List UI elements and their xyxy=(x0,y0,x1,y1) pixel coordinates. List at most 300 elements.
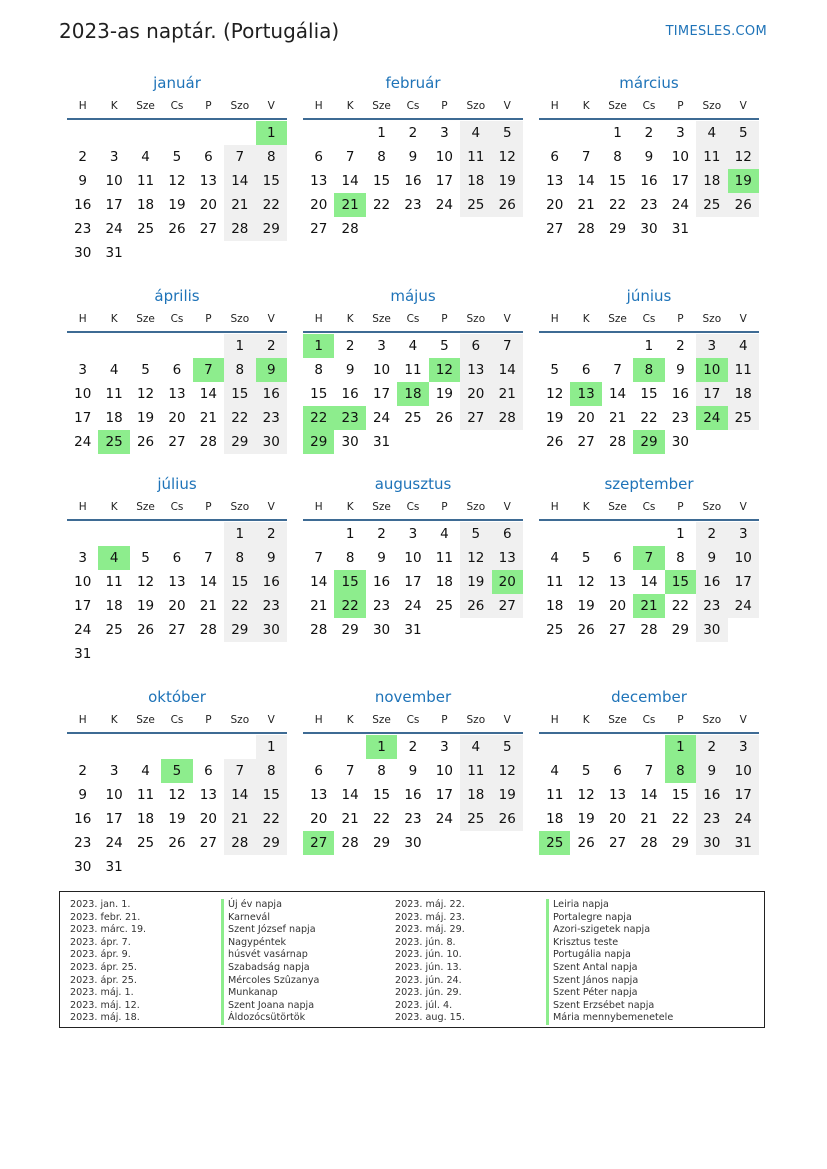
days-grid xyxy=(67,735,287,879)
day-cell: 22 xyxy=(671,811,689,827)
month-8 xyxy=(303,473,523,642)
weekday-label: H xyxy=(78,501,87,513)
day-cell: 19 xyxy=(136,410,155,426)
day-cell: 23 xyxy=(640,197,658,213)
day-cell: 27 xyxy=(168,622,186,638)
day-cell: 19 xyxy=(577,811,595,827)
day-cell: 19 xyxy=(546,410,564,426)
month-name: február xyxy=(385,74,441,92)
day-cell: 19 xyxy=(435,386,453,402)
weekday-label: Szo xyxy=(702,714,722,726)
weekday-label: H xyxy=(314,714,323,726)
day-cell: 2 xyxy=(696,735,727,759)
day-cell: 5 xyxy=(728,121,759,145)
day-cell: 18 xyxy=(728,382,759,406)
day-cell: 30 xyxy=(74,859,92,875)
day-cell: 7 xyxy=(204,550,213,566)
day-cell: 10 xyxy=(105,787,123,803)
holiday-day-cell: 13 xyxy=(570,382,601,406)
day-cell: 25 xyxy=(136,835,155,851)
day-cell: 4 xyxy=(141,763,150,779)
days-grid xyxy=(539,522,759,642)
day-cell: 28 xyxy=(224,217,255,241)
empty-cell xyxy=(130,735,161,759)
day-cell: 28 xyxy=(492,406,523,430)
empty-cell xyxy=(161,522,192,546)
empty-cell xyxy=(303,522,334,546)
weekday-header xyxy=(67,495,287,521)
holiday-name: Szent József napja xyxy=(221,924,319,937)
weekday-label: V xyxy=(267,313,275,325)
day-cell: 17 xyxy=(728,783,759,807)
weekday-label: Szo xyxy=(230,714,250,726)
day-cell: 1 xyxy=(377,125,386,141)
weekday-label: H xyxy=(78,313,87,325)
weekday-label: Sze xyxy=(136,313,155,325)
day-cell: 4 xyxy=(550,763,559,779)
legend-dates-col-2 xyxy=(395,899,465,1025)
holiday-date: 2023. jún. 24. xyxy=(395,974,462,986)
day-cell: 10 xyxy=(728,759,759,783)
holiday-day-cell: 29 xyxy=(303,430,334,454)
day-cell: 13 xyxy=(460,358,491,382)
days-grid xyxy=(539,121,759,241)
weekday-label: Szo xyxy=(702,100,722,112)
empty-cell xyxy=(602,735,633,759)
day-cell: 6 xyxy=(550,149,559,165)
weekday-label: Sze xyxy=(372,100,391,112)
day-cell: 30 xyxy=(696,831,727,855)
weekday-label: K xyxy=(346,313,354,325)
month-name: október xyxy=(148,688,206,706)
empty-cell xyxy=(570,522,601,546)
day-cell: 4 xyxy=(408,338,418,354)
day-cell: 13 xyxy=(608,787,627,803)
day-cell: 22 xyxy=(224,594,255,618)
day-cell: 4 xyxy=(728,334,759,358)
weekday-label: Cs xyxy=(642,100,656,112)
weekday-label: P xyxy=(677,313,684,325)
day-cell: 18 xyxy=(136,197,155,213)
day-cell: 1 xyxy=(224,522,255,546)
day-cell: 6 xyxy=(314,763,323,779)
day-cell: 24 xyxy=(74,434,92,450)
holiday-day-cell: 10 xyxy=(696,358,727,382)
day-cell: 2 xyxy=(377,526,386,542)
day-cell: 29 xyxy=(671,622,689,638)
day-cell: 16 xyxy=(74,197,92,213)
day-cell: 14 xyxy=(577,173,595,189)
empty-cell xyxy=(539,334,570,358)
day-cell: 24 xyxy=(728,594,759,618)
weekday-label: H xyxy=(550,100,559,112)
day-cell: 29 xyxy=(224,618,255,642)
day-cell: 6 xyxy=(204,763,213,779)
day-cell: 20 xyxy=(199,197,217,213)
day-cell: 17 xyxy=(105,811,123,827)
holiday-name: Portugália napja xyxy=(546,949,673,962)
day-cell: 5 xyxy=(141,362,150,378)
day-cell: 26 xyxy=(728,193,759,217)
holiday-name: Azori-szigetek napja xyxy=(546,924,673,937)
day-cell: 2 xyxy=(256,334,287,358)
weekday-label: V xyxy=(267,501,275,513)
day-cell: 17 xyxy=(372,386,391,402)
holiday-date: 2023. máj. 23. xyxy=(395,911,465,923)
weekday-label: Szo xyxy=(466,313,486,325)
day-cell: 6 xyxy=(492,522,523,546)
day-cell: 5 xyxy=(492,121,523,145)
weekday-label: K xyxy=(346,714,354,726)
day-cell: 19 xyxy=(136,598,155,614)
day-cell: 18 xyxy=(460,783,491,807)
day-cell: 26 xyxy=(492,807,523,831)
days-grid xyxy=(303,522,523,642)
weekday-label: Cs xyxy=(642,313,656,325)
day-cell: 23 xyxy=(74,221,92,237)
day-cell: 2 xyxy=(256,522,287,546)
day-cell: 19 xyxy=(492,169,523,193)
day-cell: 22 xyxy=(372,197,391,213)
day-cell: 30 xyxy=(404,835,422,851)
day-cell: 29 xyxy=(256,831,287,855)
day-cell: 7 xyxy=(613,362,622,378)
day-cell: 31 xyxy=(728,831,759,855)
weekday-header xyxy=(67,94,287,120)
day-cell: 31 xyxy=(372,434,391,450)
day-cell: 26 xyxy=(577,622,595,638)
weekday-header xyxy=(303,307,523,333)
weekday-label: Szo xyxy=(230,501,250,513)
holiday-day-cell: 25 xyxy=(98,430,129,454)
weekday-header xyxy=(303,94,523,120)
empty-cell xyxy=(98,334,129,358)
holiday-name: Mércoles Szûzanya xyxy=(221,975,319,988)
day-cell: 13 xyxy=(310,173,328,189)
holiday-date: 2023. máj. 18. xyxy=(70,1012,140,1024)
day-cell: 2 xyxy=(408,125,418,141)
weekday-label: P xyxy=(677,501,684,513)
empty-cell xyxy=(633,522,664,546)
empty-cell xyxy=(334,121,365,145)
empty-cell xyxy=(193,334,224,358)
day-cell: 28 xyxy=(341,835,359,851)
day-cell: 11 xyxy=(460,759,491,783)
day-cell: 7 xyxy=(644,763,654,779)
day-cell: 19 xyxy=(492,783,523,807)
day-cell: 5 xyxy=(492,735,523,759)
month-name: július xyxy=(157,475,197,493)
day-cell: 24 xyxy=(372,410,391,426)
day-cell: 6 xyxy=(613,550,622,566)
holiday-name: Leiria napja xyxy=(546,899,673,912)
day-cell: 18 xyxy=(696,169,727,193)
day-cell: 16 xyxy=(404,787,422,803)
weekday-label: Sze xyxy=(608,313,627,325)
empty-cell xyxy=(161,334,192,358)
day-cell: 8 xyxy=(676,550,685,566)
day-cell: 16 xyxy=(404,173,422,189)
month-12 xyxy=(539,686,759,855)
day-cell: 3 xyxy=(728,735,759,759)
day-cell: 21 xyxy=(310,598,328,614)
day-cell: 22 xyxy=(372,811,391,827)
day-cell: 25 xyxy=(105,622,123,638)
day-cell: 15 xyxy=(256,169,287,193)
day-cell: 27 xyxy=(310,221,328,237)
month-10 xyxy=(67,686,287,879)
holiday-name: húsvét vasárnap xyxy=(221,949,319,962)
month-name: április xyxy=(154,287,200,305)
day-cell: 3 xyxy=(728,522,759,546)
day-cell: 14 xyxy=(224,783,255,807)
day-cell: 18 xyxy=(105,410,123,426)
day-cell: 24 xyxy=(105,835,123,851)
empty-cell xyxy=(130,334,161,358)
day-cell: 21 xyxy=(199,410,217,426)
weekday-label: V xyxy=(739,714,747,726)
day-cell: 25 xyxy=(460,807,491,831)
empty-cell xyxy=(98,121,129,145)
weekday-label: H xyxy=(550,313,559,325)
month-name: május xyxy=(390,287,436,305)
weekday-header xyxy=(539,708,759,734)
day-cell: 22 xyxy=(671,598,689,614)
day-cell: 7 xyxy=(581,149,591,165)
day-cell: 4 xyxy=(550,550,559,566)
holiday-day-cell: 1 xyxy=(303,334,334,358)
weekday-label: V xyxy=(739,100,747,112)
empty-cell xyxy=(98,735,129,759)
day-cell: 27 xyxy=(199,221,217,237)
weekday-label: Cs xyxy=(170,501,184,513)
day-cell: 11 xyxy=(546,787,564,803)
day-cell: 27 xyxy=(546,221,564,237)
legend-dates-col-1 xyxy=(70,899,146,1025)
day-cell: 14 xyxy=(341,787,359,803)
day-cell: 19 xyxy=(168,811,186,827)
day-cell: 21 xyxy=(577,197,595,213)
day-cell: 26 xyxy=(577,835,595,851)
day-cell: 23 xyxy=(74,835,92,851)
day-cell: 3 xyxy=(377,338,386,354)
day-cell: 21 xyxy=(224,193,255,217)
day-cell: 25 xyxy=(136,221,155,237)
holiday-day-cell: 12 xyxy=(429,358,460,382)
weekday-label: V xyxy=(267,100,275,112)
holiday-legend xyxy=(59,891,765,1028)
day-cell: 30 xyxy=(341,434,359,450)
holiday-day-cell: 22 xyxy=(303,406,334,430)
holiday-name: Szent János napja xyxy=(546,975,673,988)
empty-cell xyxy=(539,522,570,546)
holiday-name: Áldozócsütörtök xyxy=(221,1012,319,1025)
month-6 xyxy=(539,285,759,454)
weekday-header xyxy=(67,708,287,734)
day-cell: 13 xyxy=(199,787,217,803)
day-cell: 9 xyxy=(78,173,87,189)
day-cell: 28 xyxy=(640,622,658,638)
weekday-label: V xyxy=(739,501,747,513)
day-cell: 15 xyxy=(640,386,658,402)
holiday-name: Mária mennybemenetele xyxy=(546,1012,673,1025)
holiday-day-cell: 1 xyxy=(366,735,397,759)
day-cell: 9 xyxy=(644,149,654,165)
day-cell: 10 xyxy=(728,546,759,570)
day-cell: 19 xyxy=(168,197,186,213)
empty-cell xyxy=(130,522,161,546)
day-cell: 21 xyxy=(608,410,627,426)
day-cell: 17 xyxy=(74,598,92,614)
weekday-label: Cs xyxy=(170,100,184,112)
day-cell: 11 xyxy=(546,574,564,590)
day-cell: 3 xyxy=(109,149,119,165)
day-cell: 31 xyxy=(74,646,92,662)
day-cell: 2 xyxy=(408,739,418,755)
empty-cell xyxy=(570,121,601,145)
weekday-label: Cs xyxy=(642,714,656,726)
day-cell: 10 xyxy=(404,550,422,566)
day-cell: 27 xyxy=(199,835,217,851)
day-cell: 18 xyxy=(136,811,155,827)
empty-cell xyxy=(303,121,334,145)
day-cell: 23 xyxy=(404,811,422,827)
day-cell: 16 xyxy=(256,570,287,594)
holiday-date: 2023. jan. 1. xyxy=(70,899,131,910)
empty-cell xyxy=(161,121,192,145)
day-cell: 25 xyxy=(435,598,453,614)
weekday-label: Cs xyxy=(642,501,656,513)
holiday-day-cell: 15 xyxy=(665,570,696,594)
day-cell: 17 xyxy=(435,787,453,803)
day-cell: 30 xyxy=(74,245,92,261)
day-cell: 14 xyxy=(199,386,217,402)
legend-names-col-2 xyxy=(546,899,673,1025)
day-cell: 2 xyxy=(696,522,727,546)
day-cell: 11 xyxy=(105,574,123,590)
day-cell: 3 xyxy=(109,763,119,779)
weekday-label: K xyxy=(582,714,590,726)
holiday-day-cell: 22 xyxy=(334,594,365,618)
day-cell: 31 xyxy=(105,245,123,261)
weekday-label: Sze xyxy=(136,714,155,726)
month-name: december xyxy=(611,688,687,706)
day-cell: 30 xyxy=(256,430,287,454)
day-cell: 15 xyxy=(372,787,391,803)
day-cell: 12 xyxy=(136,574,155,590)
day-cell: 3 xyxy=(78,362,87,378)
weekday-label: H xyxy=(550,501,559,513)
day-cell: 22 xyxy=(224,406,255,430)
weekday-label: K xyxy=(582,100,590,112)
holiday-day-cell: 27 xyxy=(303,831,334,855)
weekday-label: V xyxy=(739,313,747,325)
weekday-label: P xyxy=(205,714,212,726)
day-cell: 5 xyxy=(172,149,182,165)
day-cell: 27 xyxy=(168,434,186,450)
day-cell: 30 xyxy=(696,618,727,642)
day-cell: 13 xyxy=(168,574,186,590)
brand-link[interactable]: TIMESLES.COM xyxy=(665,24,767,39)
holiday-date: 2023. máj. 29. xyxy=(395,924,465,936)
day-cell: 25 xyxy=(728,406,759,430)
weekday-label: H xyxy=(314,100,323,112)
holiday-date: 2023. máj. 22. xyxy=(395,899,465,910)
day-cell: 12 xyxy=(136,386,155,402)
day-cell: 7 xyxy=(345,149,355,165)
page-title: 2023-as naptár. (Portugália) xyxy=(59,19,340,43)
day-cell: 20 xyxy=(310,811,328,827)
day-cell: 9 xyxy=(408,149,418,165)
weekday-header xyxy=(539,94,759,120)
day-cell: 7 xyxy=(492,334,523,358)
day-cell: 16 xyxy=(696,570,727,594)
day-cell: 18 xyxy=(105,598,123,614)
empty-cell xyxy=(602,522,633,546)
holiday-day-cell: 15 xyxy=(334,570,365,594)
day-cell: 12 xyxy=(577,787,595,803)
holiday-name: Krisztus teste xyxy=(546,937,673,950)
month-4 xyxy=(67,285,287,454)
holiday-date: 2023. jún. 10. xyxy=(395,949,462,961)
day-cell: 24 xyxy=(728,807,759,831)
day-cell: 25 xyxy=(404,410,422,426)
day-cell: 19 xyxy=(577,598,595,614)
day-cell: 11 xyxy=(404,362,422,378)
day-cell: 26 xyxy=(460,594,491,618)
holiday-date: 2023. jún. 13. xyxy=(395,961,462,973)
holiday-name: Szent Erzsébet napja xyxy=(546,1000,673,1013)
weekday-label: Cs xyxy=(406,313,420,325)
day-cell: 22 xyxy=(640,410,658,426)
weekday-label: Cs xyxy=(406,501,420,513)
day-cell: 17 xyxy=(404,574,422,590)
weekday-label: H xyxy=(314,501,323,513)
day-cell: 14 xyxy=(640,787,658,803)
holiday-day-cell: 7 xyxy=(193,358,224,382)
empty-cell xyxy=(633,735,664,759)
weekday-label: P xyxy=(677,714,684,726)
day-cell: 21 xyxy=(640,811,658,827)
holiday-date: 2023. jún. 29. xyxy=(395,987,462,999)
weekday-label: Szo xyxy=(230,313,250,325)
day-cell: 4 xyxy=(141,149,150,165)
holiday-name: Portalegre napja xyxy=(546,912,673,925)
day-cell: 11 xyxy=(136,787,155,803)
weekday-label: P xyxy=(677,100,684,112)
day-cell: 24 xyxy=(404,598,422,614)
empty-cell xyxy=(67,121,98,145)
day-cell: 25 xyxy=(460,193,491,217)
holiday-day-cell: 23 xyxy=(334,406,365,430)
weekday-label: Sze xyxy=(136,100,155,112)
day-cell: 19 xyxy=(460,570,491,594)
days-grid xyxy=(303,334,523,454)
day-cell: 14 xyxy=(341,173,359,189)
holiday-date: 2023. máj. 1. xyxy=(70,987,134,999)
day-cell: 27 xyxy=(577,434,595,450)
days-grid xyxy=(303,121,523,241)
day-cell: 17 xyxy=(728,570,759,594)
day-cell: 26 xyxy=(136,434,155,450)
day-cell: 15 xyxy=(671,787,689,803)
day-cell: 8 xyxy=(345,550,355,566)
empty-cell xyxy=(193,121,224,145)
day-cell: 24 xyxy=(671,197,689,213)
weekday-label: H xyxy=(78,714,87,726)
day-cell: 28 xyxy=(341,221,359,237)
day-cell: 2 xyxy=(78,763,87,779)
